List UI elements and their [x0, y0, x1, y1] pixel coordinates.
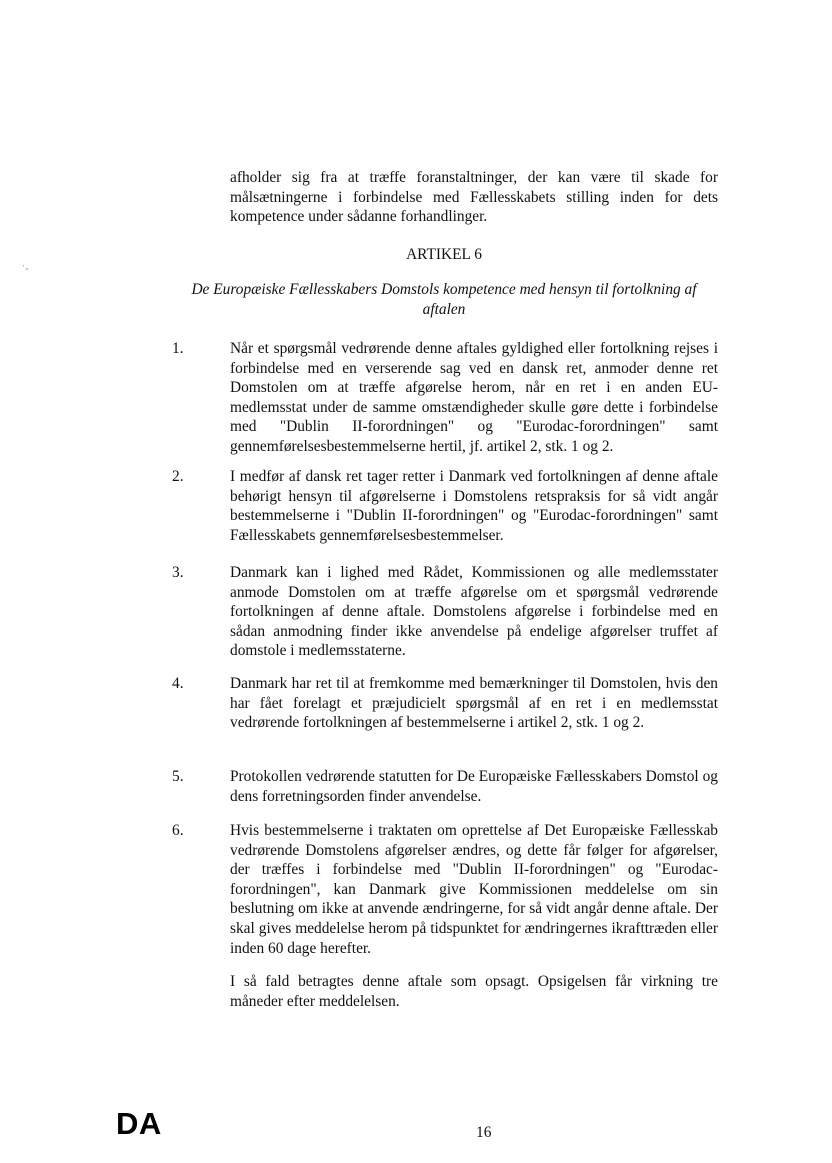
item-number: 6.: [172, 822, 184, 839]
item-number: 5.: [172, 768, 184, 785]
article-title: ARTIKEL 6: [406, 246, 482, 263]
item-number: 1.: [172, 340, 184, 357]
item-text: Danmark har ret til at fremkomme med bemærkninger til Domstolen, hvis den har fået forelagt et præjudicielt spørgsmål af en ret i en medlemsstat vedrørende fortolkningen af bestemmelserne i artikel 2, stk. 1 og 2.: [230, 675, 718, 732]
item-text: Danmark kan i lighed med Rådet, Kommissionen og alle medlemsstater anmode Domstolen om at træffe afgørelse om et spørgsmål vedrørende fortolkningen af denne aftale. Domstolens afgørelse i forbindelse med en sådan anmodning finder ikke anvendelse på endelige afgørelser truffet af domstole i medlemsstaterne.: [230, 564, 718, 660]
item-text: I medfør af dansk ret tager retter i Danmark ved fortolkningen af denne aftale behørigt hensyn til afgørelserne i Domstolens retspraksis for så vidt angår bestemmelserne i "Dublin II-forordningen" og "Eurodac-forordningen" samt Fællesskabets gennemførelsesbestemmelser.: [230, 468, 718, 544]
item-number: 4.: [172, 675, 184, 692]
item-number: 2.: [172, 468, 184, 485]
closing-paragraph: I så fald betragtes denne aftale som opsagt. Opsigelsen får virkning tre måneder efter meddelelsen.: [230, 973, 718, 1010]
item-text: Protokollen vedrørende statutten for De Europæiske Fællesskabers Domstol og dens forretningsorden finder anvendelse.: [230, 768, 718, 805]
page-number: 16: [476, 1124, 492, 1141]
item-text: Hvis bestemmelserne i traktaten om oprettelse af Det Europæiske Fællesskab vedrørende Domstolens afgørelser ændres, og dette får følger for afgørelser, der træffes i forbindelse med "Dublin II-forordningen" og "Eurodac-forordningen", kan Danmark give Kommissionen meddelelse om sin beslutning om ikke at anvende ændringerne, for så vidt angår denne aftale. Der skal gives meddelelse herom på tidspunktet for ændringernes ikrafttræden eller inden 60 dage herefter.: [230, 822, 718, 957]
language-code: DA: [116, 1106, 162, 1141]
item-text: Når et spørgsmål vedrørende denne aftales gyldighed eller fortolkning rejses i forbindelse med en verserende sag ved en dansk ret, anmoder denne ret Domstolen om at træffe afgørelse herom, når en ret i en anden EU-medlemsstat under de samme omstændigheder skulle gøre dette i forbindelse med "Dublin II-forordningen" og "Eurodac-forordningen" samt gennemførelsesbestemmelserne hertil, jf. artikel 2, stk. 1 og 2.: [230, 340, 718, 455]
intro-paragraph: afholder sig fra at træffe foranstaltninger, der kan være til skade for målsætningerne i forbindelse med Fællesskabets stilling inden for dets kompetence under sådanne forhandlinger.: [230, 169, 718, 226]
item-number: 3.: [172, 564, 184, 581]
article-subtitle: De Europæiske Fællesskabers Domstols kompetence med hensyn til fortolkning af aftalen: [191, 281, 697, 318]
scan-artifact: ·‸: [21, 259, 29, 271]
